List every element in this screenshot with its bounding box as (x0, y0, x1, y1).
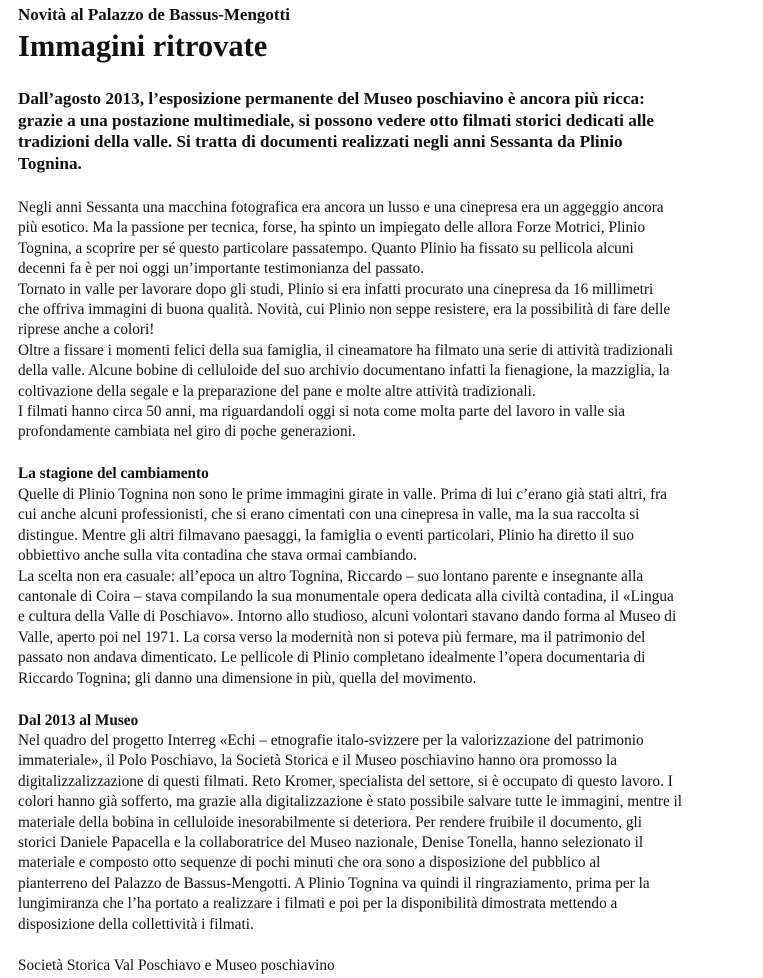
text-line: lungimiranza che l’ha portato a realizzare i filmati e poi per la disponibilità dimostrata mettendo a (18, 895, 618, 913)
text-line: digitalizzalizzazione di questi filmati. Reto Kromer, specialista del settore, si è occupato di questo lavoro. I (18, 772, 673, 790)
text-line: Dall’agosto 2013, l’esposizione permanente del Museo poschiavino è ancora più ricca: (18, 89, 645, 108)
text-line: obbiettivo anche sulla vita contadina che stava ormai cambiando. (18, 547, 417, 565)
text-line: disposizione della collettività i filmati. (18, 915, 254, 933)
section-body-cambiamento (18, 485, 763, 689)
section-heading-museo: Dal 2013 al Museo (18, 712, 139, 729)
lead-paragraph (18, 88, 763, 174)
text-line: riprese anche a colori! (18, 321, 155, 339)
text-line: pianterreno del Palazzo de Bassus-Mengotti. A Plinio Tognina va quindi il ringraziamento, prima per la (18, 874, 650, 892)
text-line: La scelta non era casuale: all’epoca un altro Tognina, Riccardo – suo lontano parente e insegnante alla (18, 567, 644, 585)
text-line: Tognina. (18, 153, 82, 173)
text-line: Negli anni Sessanta una macchina fotografica era ancora un lusso e una cinepresa era un aggeggio ancora (18, 199, 664, 216)
text-line: Nel quadro del progetto Interreg «Echi – etnografie italo-svizzere per la valorizzazione del patrimonio (18, 732, 644, 749)
section-heading-cambiamento: La stagione del cambiamento (18, 465, 209, 482)
text-line: I filmati hanno circa 50 anni, ma riguardandoli oggi si nota come molta parte del lavoro in valle sia (18, 403, 626, 421)
text-line: materiale della bobina in celluloide inesorabilmente si deteriora. Per rendere fruibile il documento, gli (18, 813, 642, 831)
text-line: e cultura della Valle di Poschiavo». Intorno allo studioso, alcuni volontari stavano dando forma al Museo di (18, 608, 677, 626)
section-body-museo (18, 731, 763, 935)
text-line: storici Daniele Papacella e la collaboratrice del Museo nazionale, Denise Tonella, hanno selezionato il (18, 834, 644, 852)
article-signature: Società Storica Val Poschiavo e Museo poschiavino (18, 957, 335, 974)
text-line: grazie a una postazione multimediale, si possono vedere otto filmati storici dedicati alle (18, 110, 655, 130)
text-line: Valle, aperto poi nel 1971. La corsa verso la modernità non si poteva più fermare, ma il patrimonio del (18, 628, 646, 646)
text-line: coltivazione della segale e la preparazione del pane e molte altre attività tradizionali. (18, 382, 536, 400)
text-line: che offriva immagini di buona qualità. Novità, cui Plinio non seppe resistere, era la possibilità di fare delle (18, 301, 671, 319)
text-line: Riccardo Tognina; gli danno una dimensione in più, quella del movimento. (18, 669, 477, 687)
intro-paragraph (18, 198, 763, 443)
text-line: decenni fa è per noi oggi un’importante testimonianza del passato. (18, 260, 425, 278)
article-title: Immagini ritrovate (18, 29, 268, 63)
text-line: profondamente cambiata nel giro di poche generazioni. (18, 423, 356, 441)
text-line: cui anche alcuni professionisti, che si erano cimentati con una cinepresa in valle, ma la sua raccolta si (18, 506, 640, 524)
text-line: passato non andava dimenticato. Le pellicole di Plinio completano idealmente l’opera documentaria di (18, 649, 646, 667)
text-line: materiale e composto otto sequenze di pochi minuti che ora sono a disposizione del pubblico al (18, 854, 601, 872)
text-line: distingue. Mentre gli altri filmavano paesaggi, la famiglia o eventi particolari, Plinio ha diretto il suo (18, 526, 634, 544)
text-line: Tognina, a scoprire per sé questo particolare passatempo. Quanto Plinio ha fissato su pellicola alcuni (18, 239, 634, 257)
text-line: Quelle di Plinio Tognina non sono le prime immagini girate in valle. Prima di lui c’erano già stati altri, fra (18, 486, 668, 503)
article-kicker: Novità al Palazzo de Bassus-Mengotti (18, 5, 290, 24)
text-line: della valle. Alcune bobine di celluloide del suo archivio documentano infatti la fienagione, la mazziglia, la (18, 362, 670, 380)
text-line: Oltre a fissare i momenti felici della sua famiglia, il cineamatore ha filmato una serie di attività tradizionali (18, 341, 673, 359)
text-line: cantonale di Coira – stava compilando la sua monumentale opera dedicata alla civiltà contadina, il «Lingua (18, 588, 674, 606)
text-line: immateriale», il Polo Poschiavo, la Società Storica e il Museo poschiavino hanno ora promosso la (18, 752, 618, 770)
text-line: più esotico. Ma la passione per tecnica, forse, ha spinto un impiegato delle allora Forze Motrici, Plinio (18, 219, 646, 237)
text-line: Tornato in valle per lavorare dopo gli studi, Plinio si era infatti procurato una cinepresa da 16 millimetri (18, 280, 654, 298)
text-line: colori hanno già sofferto, ma grazie alla digitalizzazione è stato possibile salvare tutte le immagini, mentre il (18, 793, 683, 811)
text-line: tradizioni della valle. Si tratta di documenti realizzati negli anni Sessanta da Plinio (18, 132, 623, 152)
